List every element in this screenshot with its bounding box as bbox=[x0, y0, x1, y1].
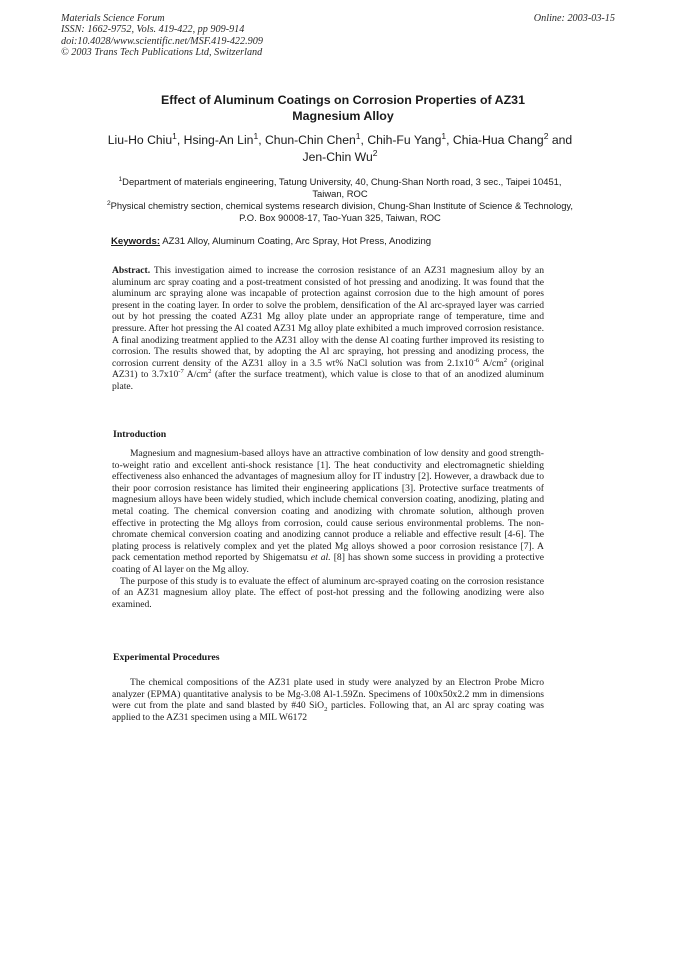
experimental-paragraph bbox=[112, 677, 544, 723]
abstract-text: This investigation aimed to increase the corrosion resistance of an AZ31 magnesium alloy by an aluminum arc spray coating and a post-treatment consisted of hot pressing and anodizing. It was found that the aluminum arc spraying alone was incapable of protection against corrosion due to the high amount of pores present in the coating layer. In order to solve the problem, densification of the Al arc-sprayed layer was carried out by hot pressing the coated AZ31 Mg alloy plate under an appropriate range of temperature, time and pressure. After hot pressing the Al coated AZ31 Mg alloy plate exhibited a much improved corrosion resistance. A final anodizing treatment applied to the AZ31 alloy with the dense Al coating further improved its resisting to corrosion. The results showed that, by adopting the Al arc spraying, hot pressing and anodizing process, the corrosion current density of the AZ31 alloy in a 3.5 wt% NaCl solution was from 2.1x10 bbox=[112, 265, 544, 369]
affiliation-2 bbox=[105, 200, 575, 223]
author-affil-mark: 1 bbox=[172, 130, 177, 141]
author-list: Liu-Ho Chiu$^1$, Hsing-An Lin$^1$, Chun-Chin Chen$^1$, Chih-Fu Yang$^1$, Chia-Hua Chang$^2$ and Jen-Chin Wu$^2$ bbox=[107, 130, 573, 164]
affiliation-text: Physical chemistry section, chemical systems research division, Chung-Shan Institute of Science & Technology, P.O. Box 90008-17, Tao-Yuan 325, Taiwan, ROC bbox=[110, 200, 574, 223]
affiliations bbox=[105, 176, 575, 224]
keywords-label: Keywords: bbox=[111, 236, 161, 247]
abstract-paragraph bbox=[112, 265, 544, 393]
abstract-section bbox=[112, 265, 544, 393]
exponent: -7 bbox=[178, 368, 184, 376]
abstract-text: (original AZ31) to 3.7x10 bbox=[112, 357, 544, 381]
author-affil-mark: 2 bbox=[372, 147, 378, 158]
keywords-line bbox=[111, 236, 571, 248]
author-name: Hsing-An Lin bbox=[183, 133, 254, 147]
intro-paragraph-2: The purpose of this study is to evaluate the effect of aluminum arc-sprayed coating on the corrosion resistance of an AZ31 magnesium alloy plate. The effect of post-hot pressing and the following anodizing were also examined. bbox=[112, 575, 544, 610]
exponent: 2 bbox=[208, 368, 212, 376]
keywords-text: AZ31 Alloy, Aluminum Coating, Arc Spray, Hot Press, Anodizing bbox=[162, 236, 432, 247]
author-name: Jen-Chin Wu bbox=[302, 150, 373, 164]
introduction-section bbox=[112, 448, 544, 610]
intro-text: Magnesium and magnesium-based alloys have an attractive combination of low density and good strength-to-weight ratio and excellent anti-shock resistance [1]. The heat conductivity and electromagnetic shielding effectiveness also enhanced the advantages of magnesium alloy for IT industry [2]. However, a drawback due to their poor corrosion resistance has limited their engineering applications [3]. Protective surface treatments of magnesium alloys have been widely studied, which include chemical conversion coating, anodizing, plating and metal coating. The chemical conversion coating and anodizing with chromate solution, although proven effective in protecting the Mg alloys from corrosion, could cause serious environmental problems. The non-chromate chemical conversion coating and anodizing cannot produce a reliable and effective result [4-6]. The plating process is relatively complex and yet the plated Mg alloys showed a poor corrosion resistance [7]. A pack cementation method reported by Shigematsu bbox=[112, 448, 544, 564]
doi-line: doi:10.4028/www.scientific.net/MSF.419-422.909 bbox=[61, 35, 263, 47]
experimental-text: particles. Following that, an Al arc spray coating was applied to the AZ31 specimen using a MIL W6172 bbox=[112, 700, 544, 723]
copyright-line: © 2003 Trans Tech Publications Ltd, Switzerland bbox=[61, 46, 263, 58]
intro-text: [8] has shown some success in providing a protective coating of Al layer on the Mg alloy. bbox=[112, 552, 544, 575]
abstract-text: A/cm bbox=[183, 369, 209, 381]
experimental-text: The chemical compositions of the AZ31 plate used in study were analyzed by an Electron Probe Micro analyzer (EPMA) quantitative analysis to be Mg-3.08 Al-1.59Zn. Specimens of 100x50x2.2 mm in dimensions were cut from the plate and sand blasted by #40 SiO bbox=[112, 677, 544, 712]
journal-name: Materials Science Forum bbox=[61, 13, 165, 24]
issn-line: ISSN: 1662-9752, Vols. 419-422, pp 909-914 bbox=[61, 24, 245, 36]
author-conjunction: and bbox=[551, 133, 573, 147]
author-name: Chih-Fu Yang bbox=[367, 133, 442, 147]
affiliation-text: Department of materials engineering, Tatung University, 40, Chung-Shan North road, 3 sec., Taipei 10451, Taiwan, ROC bbox=[122, 176, 562, 199]
affil-mark: 1 bbox=[118, 175, 123, 183]
author-name: Chun-Chin Chen bbox=[264, 133, 356, 147]
online-date: Online: 2003-03-15 bbox=[533, 13, 615, 24]
subscript: 2 bbox=[324, 706, 328, 714]
author-name: Chia-Hua Chang bbox=[452, 133, 544, 147]
intro-paragraph-1 bbox=[112, 448, 544, 576]
paper-title bbox=[108, 92, 578, 124]
author-affil-mark: 1 bbox=[355, 130, 361, 141]
author-name: Liu-Ho Chiu bbox=[107, 133, 173, 147]
intro-etal: et al. bbox=[310, 552, 331, 564]
author-affil-mark: 1 bbox=[441, 130, 447, 141]
abstract-label: Abstract. bbox=[112, 265, 151, 276]
experimental-section bbox=[112, 677, 544, 723]
abstract-text: (after the surface treatment), which value is close to that of an anodized aluminum plate. bbox=[112, 369, 544, 392]
journal-header bbox=[61, 13, 381, 58]
abstract-text: A/cm bbox=[479, 357, 504, 369]
author-affil-mark: 2 bbox=[543, 130, 549, 141]
exponent: 2 bbox=[503, 356, 508, 364]
exponent: -6 bbox=[473, 356, 480, 364]
affiliation-1 bbox=[105, 176, 575, 199]
title-line-2: Magnesium Alloy bbox=[292, 109, 394, 123]
experimental-heading: Experimental Procedures bbox=[113, 652, 220, 663]
affil-mark: 2 bbox=[106, 199, 111, 207]
author-affil-mark: 1 bbox=[253, 130, 259, 141]
title-line-1: Effect of Aluminum Coatings on Corrosion Properties of AZ31 bbox=[161, 93, 525, 107]
introduction-heading: Introduction bbox=[113, 429, 167, 440]
